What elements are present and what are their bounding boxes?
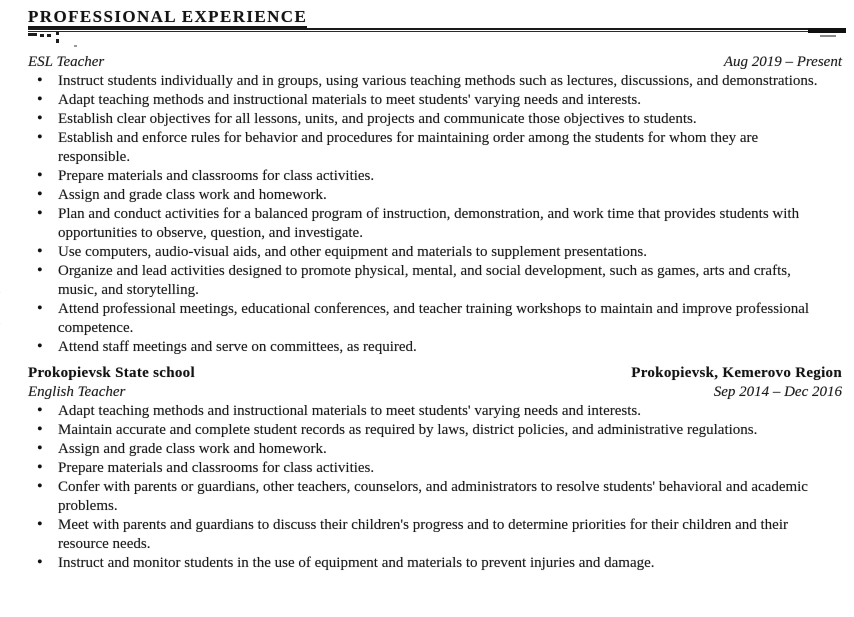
section-title bbox=[28, 7, 842, 26]
job-english-teacher bbox=[28, 364, 842, 573]
job-title: English Teacher bbox=[28, 384, 126, 400]
scan-artifact-smudge bbox=[47, 34, 51, 37]
job-location: Prokopievsk, Kemerovo Region bbox=[631, 365, 842, 381]
section-divider bbox=[28, 28, 842, 32]
scan-artifact-smudge bbox=[56, 32, 59, 35]
scan-artifact-smudge bbox=[56, 39, 59, 43]
scan-artifact-rule-end bbox=[808, 28, 846, 33]
experience-bullet: • Organize and lead activities designed to promote physical, mental, and social development, such as games, arts and crafts, music, and storytelling. bbox=[28, 262, 842, 300]
scan-artifact-smudge bbox=[40, 34, 44, 37]
experience-bullet: • Establish and enforce rules for behavior and procedures for maintaining order among the students for whom they are responsible. bbox=[28, 129, 842, 167]
experience-section-header bbox=[28, 7, 842, 32]
scan-artifact-smudge bbox=[74, 45, 77, 47]
scan-artifact-edge-curve bbox=[0, 292, 6, 324]
scan-artifact-rule-tick bbox=[820, 35, 836, 37]
job-dates: Sep 2014 – Dec 2016 bbox=[713, 384, 842, 400]
job-company: Prokopievsk State school bbox=[28, 365, 195, 381]
job-title-row bbox=[28, 383, 842, 402]
experience-bullet: • Assign and grade class work and homework. bbox=[28, 440, 842, 459]
experience-bullet: • Attend professional meetings, educational conferences, and teacher training workshops to maintain and improve professional competence. bbox=[28, 300, 842, 338]
experience-bullet: • Prepare materials and classrooms for class activities. bbox=[28, 459, 842, 478]
experience-bullet: • Prepare materials and classrooms for class activities. bbox=[28, 167, 842, 186]
section-title-text: PROFESSIONAL EXPERIENCE bbox=[28, 7, 308, 26]
job-title: ESL Teacher bbox=[28, 54, 105, 70]
experience-bullet: • Instruct and monitor students in the use of equipment and materials to prevent injuries and damage. bbox=[28, 554, 842, 573]
job-bullet-list bbox=[28, 402, 842, 573]
job-bullet-list bbox=[28, 72, 842, 357]
job-dates: Aug 2019 – Present bbox=[723, 54, 842, 70]
experience-bullet: • Confer with parents or guardians, other teachers, counselors, and administrators to resolve students' behavioral and academic problems. bbox=[28, 478, 842, 516]
job-company-row bbox=[28, 364, 842, 383]
experience-bullet: • Instruct students individually and in groups, using various teaching methods such as lectures, discussions, and demonstrations. bbox=[28, 72, 842, 91]
job-esl-teacher bbox=[28, 53, 842, 357]
experience-bullet: • Attend staff meetings and serve on committees, as required. bbox=[28, 338, 842, 357]
experience-bullet: • Meet with parents and guardians to discuss their children's progress and to determine priorities for their children and their resource needs. bbox=[28, 516, 842, 554]
experience-bullet: • Use computers, audio-visual aids, and other equipment and materials to supplement presentations. bbox=[28, 243, 842, 262]
experience-bullet: • Establish clear objectives for all lessons, units, and projects and communicate those objectives to students. bbox=[28, 110, 842, 129]
experience-bullet: • Maintain accurate and complete student records as required by laws, district policies, and administrative regulations. bbox=[28, 421, 842, 440]
experience-bullet: • Assign and grade class work and homework. bbox=[28, 186, 842, 205]
experience-bullet: • Adapt teaching methods and instructional materials to meet students' varying needs and interests. bbox=[28, 402, 842, 421]
job-title-row bbox=[28, 53, 842, 72]
experience-bullet: • Adapt teaching methods and instructional materials to meet students' varying needs and interests. bbox=[28, 91, 842, 110]
experience-bullet: • Plan and conduct activities for a balanced program of instruction, demonstration, and work time that provides students with opportunities to observe, question, and investigate. bbox=[28, 205, 842, 243]
scan-artifact-smudge bbox=[28, 33, 37, 36]
